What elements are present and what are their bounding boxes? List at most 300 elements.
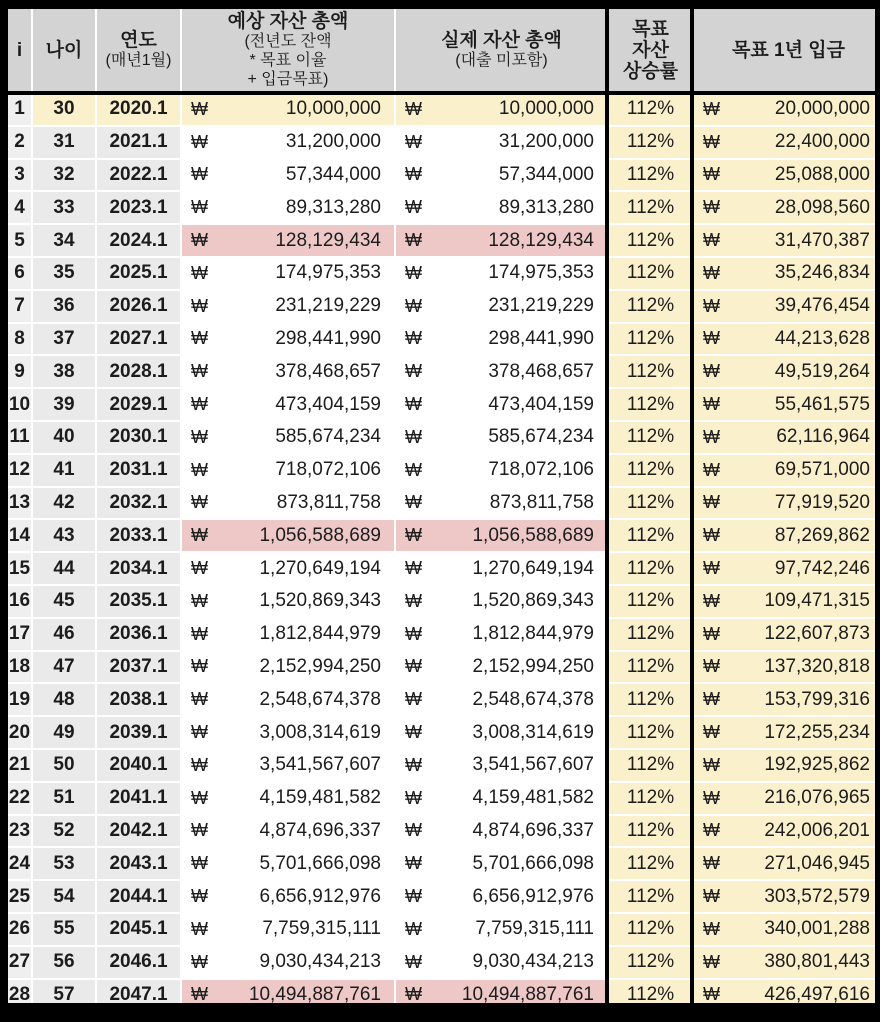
won-currency-symbol: ₩ [191,788,208,809]
row-index-cell[interactable]: 25 [8,881,31,912]
yearly-deposit-cell[interactable] [694,586,880,617]
won-currency-symbol: ₩ [405,394,422,415]
won-currency-symbol: ₩ [191,263,208,284]
actual-asset-cell[interactable] [396,422,607,453]
actual-asset-cell-value: 2,548,674,378 [472,689,594,711]
row-index-cell[interactable]: 14 [8,520,31,551]
expected-asset-cell-value: 2,548,674,378 [259,689,381,711]
growth-rate-cell[interactable]: 112% [609,750,692,781]
won-currency-symbol: ₩ [191,755,208,776]
yearly-deposit-cell[interactable] [694,356,880,387]
header-age-label: 나이 [46,40,83,61]
expected-asset-cell[interactable] [182,619,394,650]
year-cell[interactable]: 2046.1 [97,947,180,978]
actual-asset-cell-value: 1,812,844,979 [472,623,594,645]
yearly-deposit-cell-value: 69,571,000 [775,459,870,481]
year-cell[interactable]: 2023.1 [97,192,180,223]
won-currency-symbol: ₩ [191,919,208,940]
won-currency-symbol: ₩ [703,197,720,218]
growth-rate-cell[interactable]: 112% [609,422,692,453]
header-age[interactable] [33,8,95,92]
row-index-cell[interactable]: 19 [8,684,31,715]
age-cell[interactable]: 38 [33,356,95,387]
row-index-cell[interactable]: 10 [8,389,31,420]
expected-asset-cell[interactable] [182,586,394,617]
yearly-deposit-cell-value: 122,607,873 [764,623,870,645]
actual-asset-cell[interactable] [396,816,607,847]
growth-rate-cell[interactable]: 112% [609,652,692,683]
year-cell[interactable]: 2025.1 [97,258,180,289]
won-currency-symbol: ₩ [191,492,208,513]
header-index[interactable] [8,8,31,92]
age-cell[interactable]: 37 [33,324,95,355]
year-cell[interactable]: 2029.1 [97,389,180,420]
growth-rate-cell[interactable]: 112% [609,160,692,191]
actual-asset-cell-value: 718,072,106 [488,459,594,481]
header-growth-rate[interactable] [609,8,692,92]
header-growth-rate-line3: 상승률 [623,61,678,82]
row-index-cell[interactable]: 22 [8,783,31,814]
row-index-cell[interactable]: 24 [8,848,31,879]
expected-asset-cell[interactable] [182,684,394,715]
growth-rate-cell[interactable]: 112% [609,881,692,912]
growth-rate-cell[interactable]: 112% [609,356,692,387]
yearly-deposit-cell[interactable] [694,258,880,289]
age-cell[interactable]: 48 [33,684,95,715]
age-cell[interactable]: 57 [33,980,95,1011]
yearly-deposit-cell-value: 137,320,818 [764,656,870,678]
row-index-cell[interactable]: 2 [8,127,31,158]
actual-asset-cell-value: 1,270,649,194 [472,558,594,580]
won-currency-symbol: ₩ [191,952,208,973]
year-cell[interactable]: 2021.1 [97,127,180,158]
expected-asset-cell-value: 873,811,758 [277,492,381,514]
year-cell[interactable]: 2028.1 [97,356,180,387]
expected-asset-cell[interactable] [182,520,394,551]
yearly-deposit-cell[interactable] [694,684,880,715]
yearly-deposit-cell[interactable] [694,389,880,420]
actual-asset-cell[interactable] [396,488,607,519]
age-cell[interactable]: 36 [33,291,95,322]
expected-asset-cell-value: 9,030,434,213 [259,951,381,973]
won-currency-symbol: ₩ [405,919,422,940]
age-cell[interactable]: 51 [33,783,95,814]
won-currency-symbol: ₩ [703,328,720,349]
year-cell[interactable]: 2033.1 [97,520,180,551]
year-cell[interactable]: 2031.1 [97,455,180,486]
growth-rate-cell[interactable]: 112% [609,488,692,519]
expected-asset-cell[interactable] [182,848,394,879]
growth-rate-cell[interactable]: 112% [609,225,692,256]
header-year-label: 연도 [120,30,157,51]
header-actual-asset-sublabel: (대출 미포함) [455,51,547,70]
expected-asset-cell[interactable] [182,553,394,584]
won-currency-symbol: ₩ [405,427,422,448]
age-cell[interactable]: 32 [33,160,95,191]
year-cell[interactable]: 2045.1 [97,914,180,945]
expected-asset-cell-value: 3,541,567,607 [259,754,381,776]
actual-asset-cell[interactable] [396,258,607,289]
age-cell[interactable]: 46 [33,619,95,650]
actual-asset-cell-value: 1,520,869,343 [472,590,594,612]
yearly-deposit-cell-value: 55,461,575 [775,394,870,416]
actual-asset-cell[interactable] [396,160,607,191]
yearly-deposit-cell[interactable] [694,291,880,322]
won-currency-symbol: ₩ [405,624,422,645]
age-cell[interactable]: 35 [33,258,95,289]
actual-asset-cell[interactable] [396,192,607,223]
row-index-cell[interactable]: 12 [8,455,31,486]
expected-asset-cell[interactable] [182,914,394,945]
expected-asset-cell-value: 585,674,234 [275,426,381,448]
header-expected-asset[interactable] [182,8,394,92]
yearly-deposit-cell[interactable] [694,783,880,814]
growth-rate-cell[interactable]: 112% [609,127,692,158]
yearly-deposit-cell[interactable] [694,94,880,125]
year-cell[interactable]: 2036.1 [97,619,180,650]
expected-asset-cell[interactable] [182,94,394,125]
actual-asset-cell[interactable] [396,324,607,355]
expected-asset-cell-value: 4,159,481,582 [259,787,381,809]
age-cell[interactable]: 55 [33,914,95,945]
expected-asset-cell[interactable] [182,783,394,814]
expected-asset-cell[interactable] [182,717,394,748]
year-cell[interactable]: 2042.1 [97,816,180,847]
yearly-deposit-cell-value: 49,519,264 [775,361,870,383]
actual-asset-cell[interactable] [396,586,607,617]
actual-asset-cell[interactable] [396,881,607,912]
year-cell[interactable]: 2030.1 [97,422,180,453]
actual-asset-cell[interactable] [396,684,607,715]
won-currency-symbol: ₩ [191,558,208,579]
expected-asset-cell[interactable] [182,225,394,256]
age-cell[interactable]: 52 [33,816,95,847]
growth-rate-cell[interactable]: 112% [609,94,692,125]
header-year[interactable] [97,8,180,92]
yearly-deposit-cell[interactable] [694,520,880,551]
row-index-cell[interactable]: 6 [8,258,31,289]
expected-asset-cell-value: 231,219,229 [275,295,381,317]
won-currency-symbol: ₩ [703,820,720,841]
year-cell[interactable]: 2039.1 [97,717,180,748]
growth-rate-cell[interactable]: 112% [609,619,692,650]
growth-rate-cell[interactable]: 112% [609,553,692,584]
yearly-deposit-cell-value: 380,801,443 [764,951,870,973]
won-currency-symbol: ₩ [191,722,208,743]
age-cell[interactable]: 53 [33,848,95,879]
actual-asset-cell-value: 9,030,434,213 [472,951,594,973]
age-cell[interactable]: 49 [33,717,95,748]
age-cell[interactable]: 42 [33,488,95,519]
expected-asset-cell[interactable] [182,389,394,420]
age-cell[interactable]: 40 [33,422,95,453]
won-currency-symbol: ₩ [405,230,422,251]
year-cell[interactable]: 2037.1 [97,652,180,683]
yearly-deposit-cell-value: 426,497,616 [764,984,870,1006]
yearly-deposit-cell-value: 192,925,862 [764,754,870,776]
row-index-cell[interactable]: 20 [8,717,31,748]
growth-rate-cell[interactable]: 112% [609,684,692,715]
won-currency-symbol: ₩ [405,886,422,907]
yearly-deposit-cell-value: 35,246,834 [775,262,870,284]
yearly-deposit-cell[interactable] [694,225,880,256]
age-cell[interactable]: 41 [33,455,95,486]
growth-rate-cell[interactable]: 112% [609,717,692,748]
actual-asset-cell-value: 873,811,758 [490,492,594,514]
row-index-cell[interactable]: 1 [8,94,31,125]
won-currency-symbol: ₩ [703,525,720,546]
won-currency-symbol: ₩ [405,853,422,874]
yearly-deposit-cell[interactable] [694,914,880,945]
won-currency-symbol: ₩ [405,492,422,513]
row-index-cell[interactable]: 21 [8,750,31,781]
won-currency-symbol: ₩ [405,656,422,677]
header-yearly-deposit-label: 목표 1년 입금 [732,40,845,61]
growth-rate-cell[interactable]: 112% [609,192,692,223]
yearly-deposit-cell-value: 39,476,454 [775,295,870,317]
yearly-deposit-cell[interactable] [694,324,880,355]
expected-asset-cell[interactable] [182,160,394,191]
year-cell[interactable]: 2027.1 [97,324,180,355]
age-cell[interactable]: 45 [33,586,95,617]
growth-rate-cell[interactable]: 112% [609,914,692,945]
won-currency-symbol: ₩ [191,99,208,120]
yearly-deposit-cell[interactable] [694,881,880,912]
won-currency-symbol: ₩ [703,230,720,251]
won-currency-symbol: ₩ [405,820,422,841]
age-cell[interactable]: 47 [33,652,95,683]
actual-asset-cell[interactable] [396,980,607,1011]
actual-asset-cell[interactable] [396,455,607,486]
year-cell[interactable]: 2044.1 [97,881,180,912]
yearly-deposit-cell[interactable] [694,848,880,879]
year-cell[interactable]: 2034.1 [97,553,180,584]
yearly-deposit-cell[interactable] [694,455,880,486]
yearly-deposit-cell[interactable] [694,619,880,650]
won-currency-symbol: ₩ [191,591,208,612]
growth-rate-cell[interactable]: 112% [609,455,692,486]
yearly-deposit-cell[interactable] [694,488,880,519]
year-cell[interactable]: 2040.1 [97,750,180,781]
growth-rate-cell[interactable]: 112% [609,586,692,617]
actual-asset-cell[interactable] [396,619,607,650]
won-currency-symbol: ₩ [191,624,208,645]
row-index-cell[interactable]: 11 [8,422,31,453]
expected-asset-cell-value: 2,152,994,250 [259,656,381,678]
row-index-cell[interactable]: 13 [8,488,31,519]
yearly-deposit-cell[interactable] [694,947,880,978]
expected-asset-cell-value: 473,404,159 [275,394,381,416]
yearly-deposit-cell[interactable] [694,980,880,1011]
expected-asset-cell[interactable] [182,127,394,158]
expected-asset-cell[interactable] [182,816,394,847]
actual-asset-cell-value: 128,129,434 [488,230,594,252]
age-cell[interactable]: 34 [33,225,95,256]
actual-asset-cell[interactable] [396,520,607,551]
won-currency-symbol: ₩ [405,558,422,579]
row-index-cell[interactable]: 15 [8,553,31,584]
age-cell[interactable]: 33 [33,192,95,223]
yearly-deposit-cell[interactable] [694,553,880,584]
expected-asset-cell[interactable] [182,422,394,453]
actual-asset-cell-value: 10,000,000 [499,98,594,120]
won-currency-symbol: ₩ [405,755,422,776]
growth-rate-cell[interactable]: 112% [609,947,692,978]
expected-asset-cell[interactable] [182,750,394,781]
expected-asset-cell[interactable] [182,947,394,978]
won-currency-symbol: ₩ [191,230,208,251]
actual-asset-cell[interactable] [396,717,607,748]
actual-asset-cell[interactable] [396,127,607,158]
expected-asset-cell-value: 89,313,280 [286,197,381,219]
yearly-deposit-cell[interactable] [694,127,880,158]
actual-asset-cell[interactable] [396,389,607,420]
year-cell[interactable]: 2047.1 [97,980,180,1011]
actual-asset-cell[interactable] [396,848,607,879]
yearly-deposit-cell[interactable] [694,192,880,223]
yearly-deposit-cell[interactable] [694,160,880,191]
growth-rate-cell[interactable]: 112% [609,389,692,420]
age-cell[interactable]: 39 [33,389,95,420]
year-cell[interactable]: 2041.1 [97,783,180,814]
won-currency-symbol: ₩ [405,164,422,185]
won-currency-symbol: ₩ [703,788,720,809]
year-cell[interactable]: 2035.1 [97,586,180,617]
actual-asset-cell[interactable] [396,291,607,322]
won-currency-symbol: ₩ [191,164,208,185]
actual-asset-cell[interactable] [396,553,607,584]
yearly-deposit-cell-value: 31,470,387 [775,230,870,252]
year-cell[interactable]: 2038.1 [97,684,180,715]
growth-rate-cell[interactable]: 112% [609,980,692,1011]
header-expected-asset-sub1: (전년도 잔액 [244,32,331,51]
expected-asset-cell[interactable] [182,192,394,223]
age-cell[interactable]: 44 [33,553,95,584]
yearly-deposit-cell[interactable] [694,422,880,453]
header-growth-rate-line2: 자산 [632,40,669,61]
age-cell[interactable]: 31 [33,127,95,158]
growth-rate-cell[interactable]: 112% [609,783,692,814]
yearly-deposit-cell[interactable] [694,652,880,683]
won-currency-symbol: ₩ [703,689,720,710]
yearly-deposit-cell-value: 153,799,316 [764,689,870,711]
row-index-cell[interactable]: 26 [8,914,31,945]
year-cell[interactable]: 2032.1 [97,488,180,519]
expected-asset-cell[interactable] [182,881,394,912]
actual-asset-cell[interactable] [396,783,607,814]
age-cell[interactable]: 30 [33,94,95,125]
won-currency-symbol: ₩ [405,722,422,743]
growth-rate-cell[interactable]: 112% [609,816,692,847]
row-index-cell[interactable]: 16 [8,586,31,617]
expected-asset-cell-value: 10,000,000 [286,98,381,120]
age-cell[interactable]: 56 [33,947,95,978]
yearly-deposit-cell-value: 271,046,945 [764,853,870,875]
row-index-cell[interactable]: 17 [8,619,31,650]
row-index-cell[interactable]: 9 [8,356,31,387]
row-index-cell[interactable]: 18 [8,652,31,683]
yearly-deposit-cell-value: 303,572,579 [764,886,870,908]
actual-asset-cell[interactable] [396,947,607,978]
yearly-deposit-cell[interactable] [694,750,880,781]
header-growth-rate-line1: 목표 [632,19,669,40]
actual-asset-cell-value: 31,200,000 [499,131,594,153]
expected-asset-cell[interactable] [182,652,394,683]
year-cell[interactable]: 2043.1 [97,848,180,879]
expected-asset-cell[interactable] [182,258,394,289]
row-index-cell[interactable]: 23 [8,816,31,847]
won-currency-symbol: ₩ [191,886,208,907]
row-index-cell[interactable]: 28 [8,980,31,1011]
expected-asset-cell[interactable] [182,488,394,519]
won-currency-symbol: ₩ [703,558,720,579]
expected-asset-cell[interactable] [182,324,394,355]
actual-asset-cell[interactable] [396,94,607,125]
actual-asset-cell-value: 89,313,280 [499,197,594,219]
spreadsheet [8,8,880,1010]
row-index-cell[interactable]: 3 [8,160,31,191]
expected-asset-cell-value: 718,072,106 [275,459,381,481]
actual-asset-cell[interactable] [396,225,607,256]
year-cell[interactable]: 2020.1 [97,94,180,125]
row-index-cell[interactable]: 8 [8,324,31,355]
header-actual-asset[interactable] [396,8,607,92]
actual-asset-cell[interactable] [396,356,607,387]
growth-rate-cell[interactable]: 112% [609,258,692,289]
row-index-cell[interactable]: 4 [8,192,31,223]
row-index-cell[interactable]: 7 [8,291,31,322]
age-cell[interactable]: 54 [33,881,95,912]
age-cell[interactable]: 43 [33,520,95,551]
growth-rate-cell[interactable]: 112% [609,324,692,355]
year-cell[interactable]: 2024.1 [97,225,180,256]
actual-asset-cell-value: 298,441,990 [488,328,594,350]
yearly-deposit-cell[interactable] [694,717,880,748]
expected-asset-cell-value: 128,129,434 [275,230,381,252]
actual-asset-cell-value: 4,159,481,582 [472,787,594,809]
actual-asset-cell-value: 3,008,314,619 [472,722,594,744]
year-cell[interactable]: 2022.1 [97,160,180,191]
expected-asset-cell[interactable] [182,455,394,486]
actual-asset-cell-value: 1,056,588,689 [472,525,594,547]
expected-asset-cell-value: 57,344,000 [286,164,381,186]
actual-asset-cell[interactable] [396,914,607,945]
growth-rate-cell[interactable]: 112% [609,520,692,551]
header-divider [8,91,880,95]
expected-asset-cell-value: 1,270,649,194 [259,558,381,580]
yearly-deposit-cell[interactable] [694,816,880,847]
won-currency-symbol: ₩ [703,755,720,776]
won-currency-symbol: ₩ [703,492,720,513]
expected-asset-cell[interactable] [182,980,394,1011]
actual-asset-cell-value: 4,874,696,337 [472,820,594,842]
row-index-cell[interactable]: 27 [8,947,31,978]
year-cell[interactable]: 2026.1 [97,291,180,322]
header-yearly-deposit[interactable] [694,8,880,92]
row-index-cell[interactable]: 5 [8,225,31,256]
expected-asset-cell[interactable] [182,356,394,387]
expected-asset-cell[interactable] [182,291,394,322]
expected-asset-cell-value: 7,759,315,111 [262,918,381,940]
header-year-sublabel: (매년1월) [106,51,172,70]
growth-rate-cell[interactable]: 112% [609,291,692,322]
actual-asset-cell[interactable] [396,750,607,781]
won-currency-symbol: ₩ [191,427,208,448]
actual-asset-cell[interactable] [396,652,607,683]
growth-rate-cell[interactable]: 112% [609,848,692,879]
age-cell[interactable]: 50 [33,750,95,781]
actual-asset-cell-value: 2,152,994,250 [472,656,594,678]
